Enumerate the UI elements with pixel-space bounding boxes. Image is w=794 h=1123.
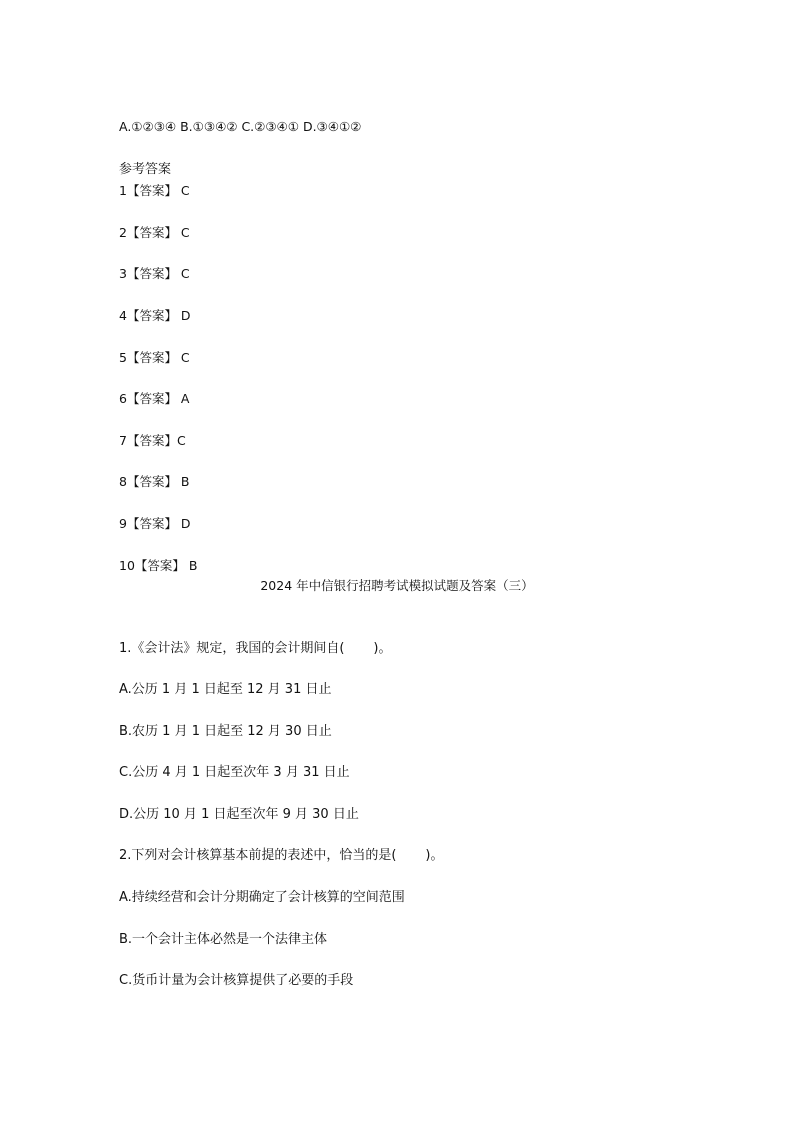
question-option: B.一个会计主体必然是一个法律主体: [119, 932, 328, 947]
question-option: D.公历 10 月 1 日起至次年 9 月 30 日止: [119, 807, 359, 822]
answer-item: 9【答案】 D: [119, 516, 191, 531]
answer-item: 2【答案】 C: [119, 225, 190, 240]
section-title: 2024 年中信银行招聘考试模拟试题及答案（三）: [260, 578, 534, 593]
question-stem: 2.下列对会计核算基本前提的表述中，恰当的是( )。: [119, 848, 444, 863]
question-option: C.公历 4 月 1 日起至次年 3 月 31 日止: [119, 765, 350, 780]
answer-item: 3【答案】 C: [119, 266, 190, 281]
question-option: C.货币计量为会计核算提供了必要的手段: [119, 973, 354, 988]
question-option: A.持续经营和会计分期确定了会计核算的空间范围: [119, 890, 405, 905]
answer-item: 5【答案】 C: [119, 350, 190, 365]
answers-heading: 参考答案: [119, 162, 172, 177]
answer-item: 8【答案】 B: [119, 474, 190, 489]
answer-item: 10【答案】 B: [119, 558, 198, 573]
answer-item: 7【答案】C: [119, 433, 186, 448]
answer-item: 1【答案】 C: [119, 183, 190, 198]
answer-item: 4【答案】 D: [119, 308, 191, 323]
answer-item: 6【答案】 A: [119, 391, 190, 406]
question-option: A.公历 1 月 1 日起至 12 月 31 日止: [119, 682, 332, 697]
previous-question-options: A.①②③④ B.①③④② C.②③④① D.③④①②: [119, 119, 362, 134]
question-option: B.农历 1 月 1 日起至 12 月 30 日止: [119, 724, 332, 739]
question-stem: 1.《会计法》规定，我国的会计期间自( )。: [119, 641, 392, 656]
